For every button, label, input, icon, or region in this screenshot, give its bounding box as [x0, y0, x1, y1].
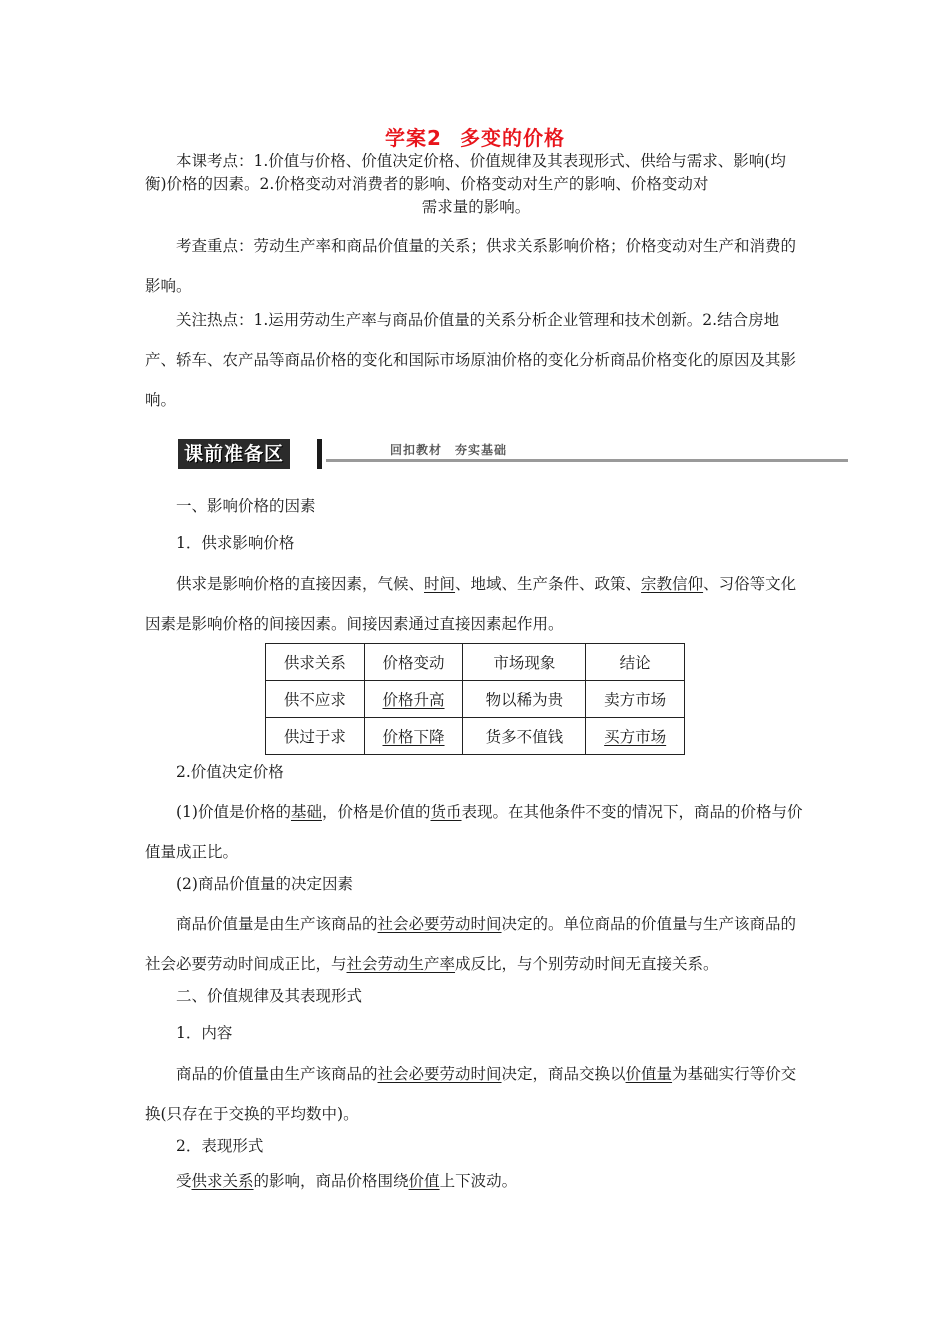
fill-blank: 价值: [408, 1172, 440, 1190]
s2-paragraph-1: (1)价值是价格的基础，价格是价值的货币表现。在其他条件不变的情况下，商品的价格与价值量成正比。: [145, 803, 803, 861]
table-row: [266, 681, 685, 718]
table-cell: 物以稀为贵: [463, 681, 586, 718]
banner-divider: [317, 439, 322, 469]
table-header-cell: 价格变动: [364, 644, 463, 681]
page-title: [0, 122, 950, 151]
s3-paragraph-2: 受供求关系的影响，商品价格围绕价值上下波动。: [176, 1172, 518, 1190]
table-cell: 价格升高: [364, 681, 463, 718]
table-cell: 供过于求: [266, 718, 365, 755]
table-cell: 价格下降: [364, 718, 463, 755]
table-header-cell: 市场现象: [463, 644, 586, 681]
s3-paragraph-1: 商品的价值量由生产该商品的社会必要劳动时间决定，商品交换以价值量为基础实行等价交换(只存在于交换的平均数中)。: [145, 1065, 797, 1123]
table-header-cell: 结论: [586, 644, 685, 681]
s1-heading: 一、影响价格的因素: [176, 497, 316, 515]
fill-blank: 社会必要劳动时间: [377, 1065, 502, 1083]
fill-blank: 时间: [424, 575, 456, 593]
intro-zhongdian: 考查重点：劳动生产率和商品价值量的关系；供求关系影响价格；价格变动对生产和消费的影响。: [145, 237, 797, 295]
table-cell: 买方市场: [586, 718, 685, 755]
title-text: 多变的价格: [459, 126, 565, 150]
fill-blank: 供求关系: [191, 1172, 254, 1190]
fill-blank: 价值量: [625, 1065, 673, 1083]
s1-subheading: 1．供求影响价格: [176, 534, 295, 552]
title-number: 学案2: [385, 126, 442, 150]
banner-subtitle: 回扣教材 夯实基础: [390, 443, 508, 457]
s3-subheading-2: 2．表现形式: [176, 1137, 264, 1155]
banner-label: 课前准备区: [178, 439, 290, 469]
intro-kaodian-end: 需求量的影响。: [421, 198, 531, 216]
fill-blank: 社会必要劳动时间: [377, 915, 502, 933]
fill-blank: 宗教信仰: [641, 575, 704, 593]
supply-demand-table: [265, 643, 685, 755]
banner-rule: [326, 459, 848, 462]
intro-redian: 关注热点：1.运用劳动生产率与商品价值量的关系分析企业管理和技术创新。2.结合房地产、轿车、农产品等商品价格的变化和国际市场原油价格的变化分析商品价格变化的原因及其影响。: [145, 311, 797, 409]
s2-subheading: (2)商品价值量的决定因素: [176, 875, 353, 893]
s3-heading: 二、价值规律及其表现形式: [176, 987, 363, 1005]
s2-heading: 2.价值决定价格: [176, 763, 284, 781]
fill-blank: 货币: [430, 803, 462, 821]
table-header-cell: 供求关系: [266, 644, 365, 681]
intro-kaodian: 本课考点：1.价值与价格、价值决定价格、价值规律及其表现形式、供给与需求、影响(均衡)价格的因素。2.价格变动对消费者的影响、价格变动对生产的影响、价格变动对: [145, 152, 786, 193]
table-cell: 货多不值钱: [463, 718, 586, 755]
fill-blank: 社会劳动生产率: [346, 955, 456, 973]
fill-blank: 基础: [290, 803, 322, 821]
table-cell: 卖方市场: [586, 681, 685, 718]
table-row: [266, 718, 685, 755]
table-cell: 供不应求: [266, 681, 365, 718]
table-header-row: [266, 644, 685, 681]
s3-subheading-1: 1．内容: [176, 1024, 233, 1042]
section-banner: [178, 437, 848, 471]
s2-paragraph-2: 商品价值量是由生产该商品的社会必要劳动时间决定的。单位商品的价值量与生产该商品的社会必要劳动时间成正比，与社会劳动生产率成反比，与个别劳动时间无直接关系。: [145, 915, 797, 973]
s1-paragraph: 供求是影响价格的直接因素，气候、时间、地域、生产条件、政策、宗教信仰、习俗等文化因素是影响价格的间接因素。间接因素通过直接因素起作用。: [145, 575, 797, 633]
